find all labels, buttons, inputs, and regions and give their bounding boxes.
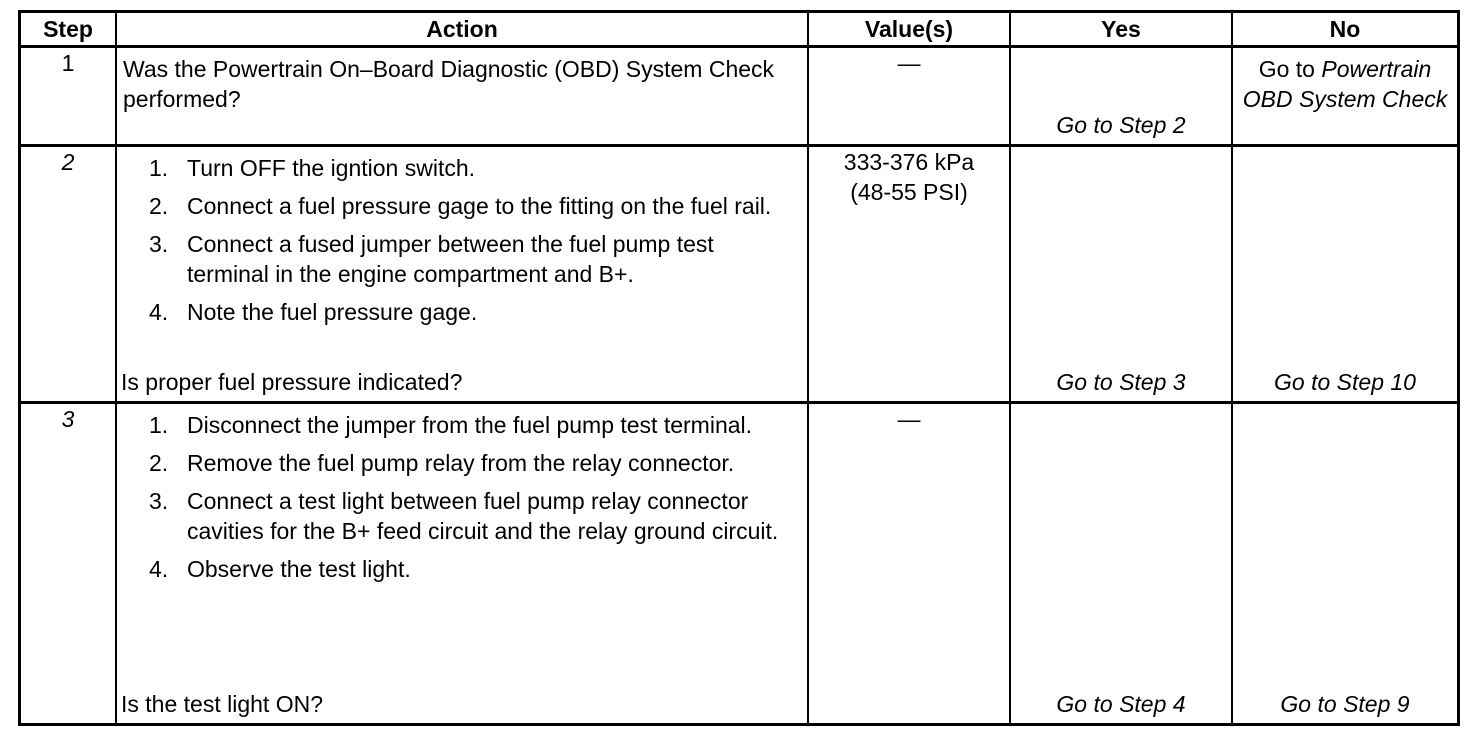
header-values: Value(s) <box>808 12 1010 47</box>
list-item <box>149 448 797 478</box>
table-row <box>20 402 1459 724</box>
list-item-number: 2. <box>149 193 169 220</box>
header-step: Step <box>20 12 117 47</box>
list-item-text: Connect a fused jumper between the fuel pump test terminal in the engine compartment and B+. <box>187 231 714 288</box>
list-item-number: 4. <box>149 299 169 326</box>
list-item <box>149 297 797 327</box>
no-goto-link <box>1233 48 1457 114</box>
yes-cell <box>1010 402 1232 724</box>
no-cell <box>1232 47 1459 146</box>
action-question: Is the test light ON? <box>121 691 323 717</box>
list-item-text: Remove the fuel pump relay from the relay connector. <box>187 449 735 476</box>
list-item <box>149 410 797 440</box>
header-yes: Yes <box>1010 12 1232 47</box>
action-steps-list <box>117 147 807 327</box>
action-cell <box>116 146 808 402</box>
list-item-text: Connect a test light between fuel pump relay connector cavities for the B+ feed circuit and the relay ground circuit. <box>187 487 779 544</box>
list-item-number: 1. <box>149 155 169 182</box>
list-item-number: 2. <box>149 449 169 476</box>
no-cell <box>1232 402 1459 724</box>
list-item-text: Disconnect the jumper from the fuel pump test terminal. <box>187 411 753 438</box>
value-line-2: (48-55 PSI) <box>850 179 968 206</box>
step-number: 1 <box>20 47 117 146</box>
value-line-1: 333-376 kPa <box>843 149 975 176</box>
value-cell <box>808 146 1010 402</box>
header-row <box>20 12 1459 47</box>
diagnostic-table <box>18 10 1460 726</box>
no-goto-target: Powertrain OBD System Check <box>1242 56 1448 112</box>
step-number: 2 <box>20 146 117 402</box>
action-question: Was the Powertrain On–Board Diagnostic (OBD) System Check performed? <box>123 56 775 112</box>
action-question: Is proper fuel pressure indicated? <box>121 368 463 395</box>
no-cell <box>1232 146 1459 402</box>
table-row <box>20 47 1459 146</box>
action-cell <box>116 402 808 724</box>
list-item <box>149 486 797 546</box>
no-goto-prefix: Go to <box>1258 56 1315 82</box>
list-item-text: Observe the test light. <box>187 555 411 582</box>
yes-goto-link: Go to Step 4 <box>1056 691 1186 717</box>
list-item-number: 4. <box>149 555 169 582</box>
value-cell <box>808 47 1010 146</box>
no-goto-link: Go to Step 10 <box>1274 368 1416 395</box>
value-text: — <box>897 50 921 76</box>
action-cell <box>116 47 808 146</box>
yes-cell <box>1010 47 1232 146</box>
list-item-text: Turn OFF the igntion switch. <box>187 155 476 182</box>
list-item <box>149 153 797 183</box>
list-item-text: Note the fuel pressure gage. <box>187 299 478 326</box>
list-item <box>149 191 797 221</box>
yes-goto-link: Go to Step 3 <box>1056 368 1186 395</box>
header-action: Action <box>116 12 808 47</box>
table-row <box>20 146 1459 402</box>
step-number: 3 <box>20 402 117 724</box>
list-item-text: Connect a fuel pressure gage to the fitting on the fuel rail. <box>187 193 772 220</box>
list-item-number: 1. <box>149 411 169 438</box>
value-text: — <box>897 405 921 432</box>
list-item <box>149 229 797 289</box>
no-goto-link: Go to Step 9 <box>1280 691 1410 717</box>
action-steps-list <box>117 404 807 584</box>
yes-goto-link: Go to Step 2 <box>1056 112 1186 139</box>
yes-cell <box>1010 146 1232 402</box>
list-item <box>149 554 797 584</box>
header-no: No <box>1232 12 1459 47</box>
list-item-number: 3. <box>149 231 169 258</box>
value-cell <box>808 402 1010 724</box>
list-item-number: 3. <box>149 487 169 514</box>
